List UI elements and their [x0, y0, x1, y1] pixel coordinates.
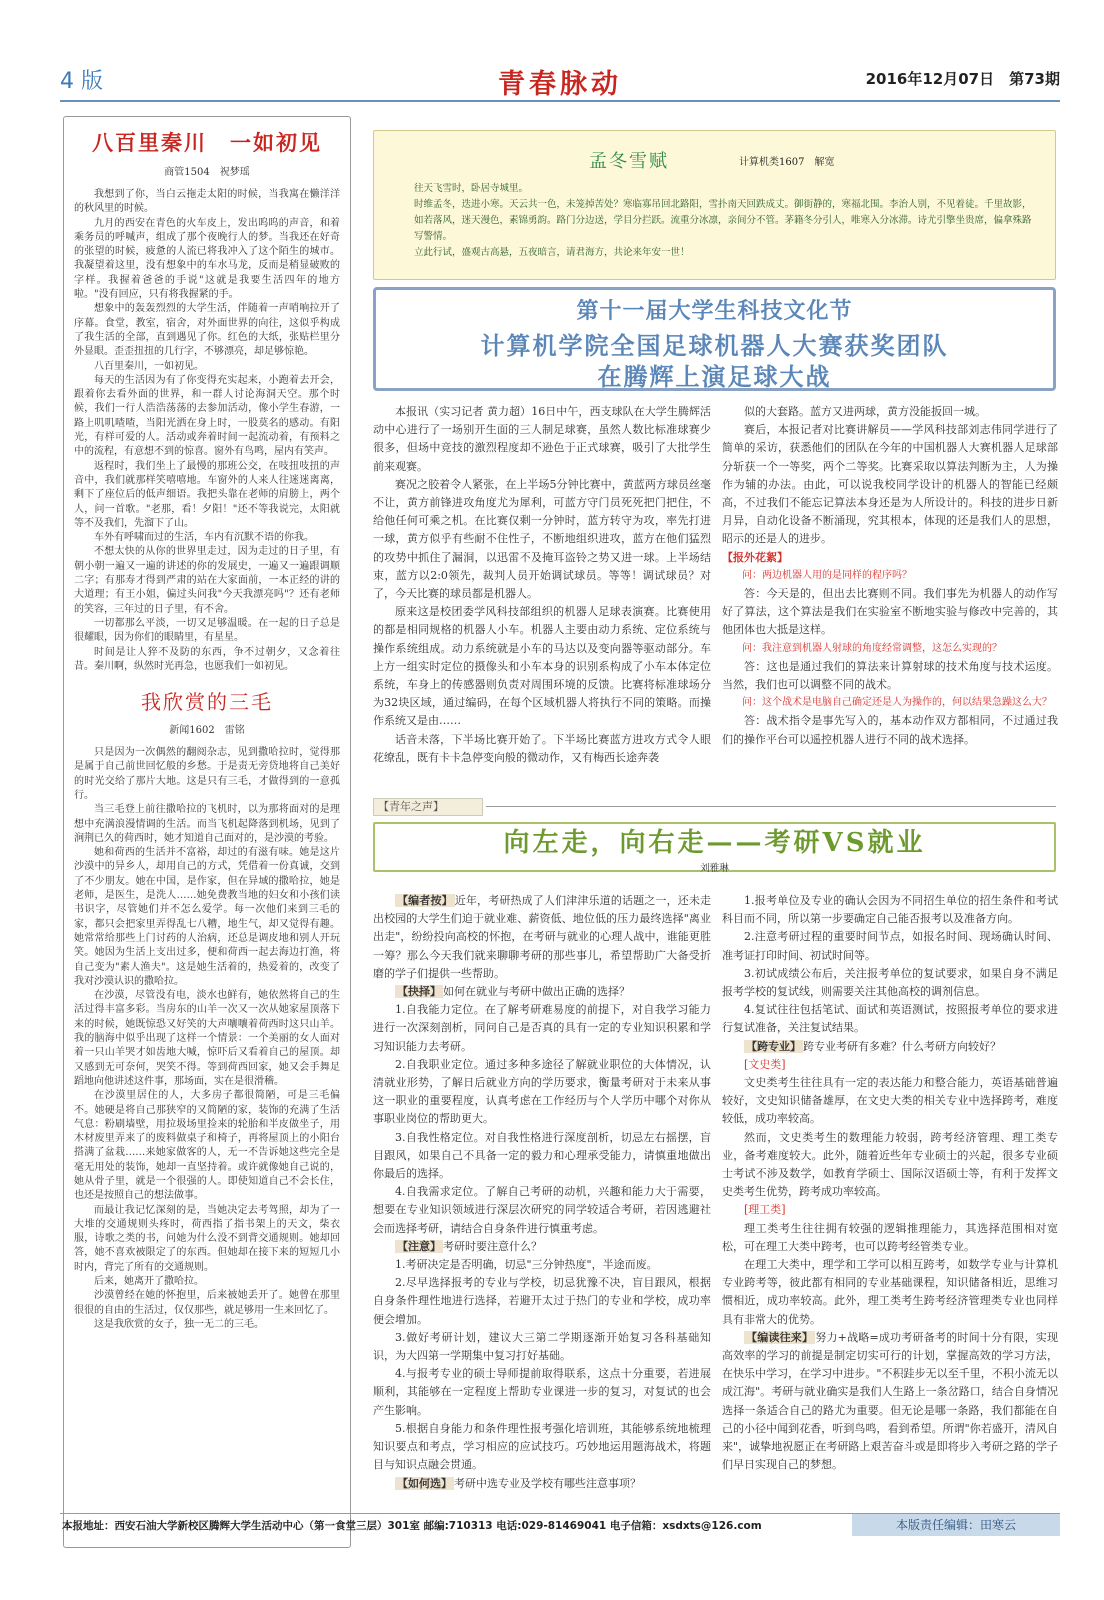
paragraph: 理工类考生往往拥有较强的逻辑推理能力，其选择范围相对宽松，可在理工大类中跨考，也可以跨考经管类专业。	[722, 1221, 1058, 1253]
answer: 答：这也是通过我们的算法来计算射球的技术角度与技术运度。当然，我们也可以调整不同的战术。	[722, 659, 1058, 692]
paragraph: 2.尽早选择报考的专业与学校，切忌犹豫不决，盲目跟风，根据自身条件理性地进行选择，若避开太过于热门的专业和学校，成功率便会增加。	[373, 1276, 711, 1326]
paragraph: 当三毛登上前往撒哈拉的飞机时，以为那将面对的是理想中充满浪漫情调的生活。而当飞机起降落到机场，见到了涧荆已久的荷西时，她才知道自己面对的，是沙漠的考验。	[74, 804, 340, 844]
paragraph: 一切都那么平淡，一切又足够温暖。在一起的日子总是很耀眼，因为你们的眼睛里，有星星。	[74, 617, 340, 644]
paragraph: 【编读往来】 努力+战略=成功考研备考的时间十分有限，实现高效率的学习的前提是制定切实可行的计划，掌握高效的学习方法，在快乐中学习，在学习中进步。"不积跬步无以至千里，不积小流无以成江海"。考研与就业确实是我们人生路上一条岔路口，结合自身情况选择一条适合自己的路尤为重要。但无论是哪一条路，我们都能在自己的小径中闻到花香，听到鸟鸣，看到希望。所谓"你若盛开，清风自来"，诚挚地祝愿正在考研路上艰苦奋斗或是即将步入考研之路的学子们早日实现自己的梦想。	[722, 1330, 1059, 1472]
paragraph: 然而，文史类考生的数理能力较弱，跨考经济管理、理工类专业，备考难度较大。此外，随着近些年专业硕士的兴起，很多专业硕士考试不涉及数学，如教育学硕士、国际汉语硕士等，有利于发挥文史类考生优势，跨考成功率较高。	[722, 1130, 1058, 1199]
page-header	[60, 62, 1060, 102]
paragraph: 沙漠曾经在她的怀抱里，后来被她丢开了。她曾在那里很很的自由的生活过，仅仅那些，就足够用一生来回忆了。	[74, 1290, 340, 1316]
paragraph: 1.自我能力定位。在了解考研难易度的前提下，对自我学习能力进行一次深刻剖析，同问自己是否真的具有一定的专业知识积累和学习知识能力去考研。	[373, 1003, 711, 1053]
page-footer	[60, 1513, 1060, 1535]
paragraph: 在理工大类中，理学和工学可以相互跨考，如数学专业与计算机专业跨考等，彼此都有相同的专业基础课程，知识储备相近，思维习惯相近，成功率较高。此外，理工类考生跨考经济管理类专业也同样具有非常大的优势。	[722, 1258, 1058, 1326]
paragraph: 【编者按】 近年，考研热成了人们津津乐道的话题之一，还未走出校园的大学生们迫于就业难、薪资低、地位低的压力最终选择"离业出走"，纷纷投向高校的怀抱，在考研与就业的心理人战中，谁能更胜一筹？那么今天我们就来聊聊考研的那些事儿，希望帮助广大备受折磨的学子们提供一些帮助。	[373, 894, 712, 980]
poem-body	[414, 181, 1035, 261]
paragraph: 4.自我需求定位。了解自己考研的动机，兴趣和能力大于需要，想要在专业知识领域进行深层次研究的同学较适合考研，若因逃避社会而选择考研，请结合自身条件进行慎重考虑。	[373, 1185, 711, 1235]
paragraph: 我想到了你，当白云拖走太阳的时候，当我寓在懒洋洋的秋风里的时候。	[74, 189, 340, 215]
label: [理工类]	[744, 1203, 786, 1217]
question: 问：我注意到机器人射球的角度经常调整，这怎么实现的？	[742, 642, 1002, 654]
label: 【编者按】	[397, 894, 453, 907]
paragraph: 本报讯（实习记者 黄力超）16日中午，西支球队在大学生腾辉活动中心进行了一场别开生面的三人制足球赛，虽然人数比标准球赛少很多，但场中竞技的激烈程度却不逊色于正式球赛，吸引了大批学生前来观赛。	[373, 405, 711, 473]
label: 【跨专业】	[746, 1039, 801, 1053]
kaoyan-title: 向左走，向右走——考研VS就业	[503, 828, 926, 858]
label: 【抉择】	[397, 985, 441, 999]
paragraph: 返程时，我们坐上了最慢的那班公交，在吱扭吱扭的声音中，我们就那样笑嘻嘻地。车窗外的人来人往迷迷离离，剩下了座位后的低声细语。我把头靠在老师的肩膀上，两个人，问一首歌。"老那，看！夕阳！"还不等我说完，太阳就等不及我们，先溜下了山。	[74, 460, 340, 529]
essay-byline: 商管1504 祝梦瑶	[164, 167, 250, 178]
paragraph: 赛后，本报记者对比赛讲解员——学风科技部刘志伟同学进行了简单的采访，获悉他们的团队在今年的中国机器人大赛机器人足球部分斩获一个一等奖，两个二等奖。比赛采取以算法判断为主，人为操作为辅的办法。由此，可以说我校同学设计的机器人的智能已经颇高，不过我们不能忘记算法本身还是为人所设计的。科技的进步日新月异，自动化设备不断涌现，究其根本，体现的还是我们人的思想，昭示的还是人的进步。	[722, 423, 1058, 546]
left-column	[63, 116, 351, 1548]
paragraph: 不想太快的从你的世界里走过，因为走过的日子里，有朝小朝一遍又一遍的讲述的你的发展史，一遍又一遍跟调顺二字；有那寿才得到严肃的站在大家面前，一本正经的讲的大道理；有王小姐，偏过头问我"今天我漂亮吗"？还有老师的笑容，三年过的日子里，有不舍。	[74, 546, 340, 615]
kaoyan-author: 刘雅琳	[700, 863, 729, 874]
paragraph: 每天的生活因为有了你变得充实起来，小跑着去开会，跟着你去看外面的世界，和一群人讨论海洞天空。那个时候，我们一行人浩浩荡荡的去参加活动，像小学生春游，一路上叽叽喳喳，当阳光洒在身上时，一股莫名的感动。有阳光，有样可爱的人。活动或奔着时间一起流动着，有预料之中的流程，有意想不到的惊喜。窗外有鸟鸣，屋内有笑声。	[74, 374, 340, 458]
paragraph: 2.自我职业定位。通过多种多途径了解就业职位的大体情况，认清就业形势，了解日后就业方向的学历要求，衡量考研对于未来从事这一职业的重要程度，认真考虑在工作经历与个人学历中哪个对你从事职业岗位的帮助更大。	[373, 1057, 711, 1126]
paragraph	[722, 1056, 1058, 1074]
paragraph: 原来这是校团委学风科技部组织的机器人足球表演赛。比赛使用的都是相同规格的机器人小车。机器人主要由动力系统、定位系统与操作系统组成。动力系统就是小车的马达以及变向器等驱动部分。车上方一组实时定位的摄像头和小车本身的识别系构成了小车本体定位系统，车身上的传感器则负责对周围环境的反馈。比赛将标准球场分为32块区域，通过编码，在每个区域机器人将执行不同的策略。而操作系统又是由……	[373, 605, 711, 728]
paragraph: 后来，她离开了撒哈拉。	[94, 1276, 204, 1288]
paragraph: 八百里秦川，一如初见。	[94, 360, 204, 372]
paragraph: 她和荷西的生活并不富裕，却过的有滋有味。她是这片沙漠中的异乡人，却用自己的方式，凭借着一份真诚，交到了不少朋友。她在中国，是作家，但在异域的撒哈拉，她是老师，是医生，是洗人……她免费教当地的妇女和小孩们读书识字，尽管她们并不怎么爱学。每一次他们来到三毛的家，都只会把家里弄得乱七八糟，地生气，却又觉得有趣。她常常给那些上门讨药的人治病，还总是调皮地和别人开玩笑。她因为生活上支出过多，便和荷西一起去海边打渔，将自己变为"素人渔夫"。这是她生活着的，热爱着的，改变了我对沙漠认识的撒哈拉。	[74, 847, 340, 987]
issue-date: 2016年12月07日 第73期	[865, 70, 1060, 88]
question: 问：这个战术是电脑自己确定还是人为操作的，何以结果急躁这么大？	[742, 697, 1052, 709]
paragraph: 3.自我性格定位。对自我性格进行深度剖析，切忌左右摇摆，盲目跟风，如果自己不具备一定的毅力和心理承受能力，请慎重地做出你最后的选择。	[373, 1130, 711, 1181]
poem-box	[373, 130, 1056, 280]
headline-box	[373, 287, 1056, 391]
paragraph: 【跨专业】 跨专业考研有多难？什么考研方向较好？	[746, 1039, 1001, 1053]
label: 【注意】	[397, 1239, 441, 1253]
article2-col1	[373, 892, 711, 1493]
headline-main: 计算机学院全国足球机器人大赛获奖团队	[480, 331, 949, 360]
footer-address: 本报地址：西安石油大学新校区腾辉大学生活动中心（第一食堂三层）301室 邮编:710313 电话:029-81469041 电子信箱：xsdxts@126.com	[62, 1520, 762, 1532]
paragraph: 1.报考单位及专业的确认会因为不同招生单位的招生条件和考试科目而不同，所以第一步要确定自己能否报考以及准备方向。	[722, 894, 1058, 926]
paragraph: 5.根据自身能力和条件理性报考强化培训班，其能够系统地梳理知识要点和考点，学习相应的应试技巧。巧妙地运用题海战术，将题目与知识点融会贯通。	[373, 1421, 711, 1472]
paragraph: 似的大套路。蓝方又进两球，黄方没能扳回一城。	[744, 405, 986, 418]
poem-author: 计算机类1607 解宽	[739, 157, 835, 168]
headline-kicker: 第十一届大学生科技文化节	[576, 298, 853, 324]
paragraph: 【如何选】 考研中选专业及学校有哪些注意事项？	[397, 1476, 641, 1490]
sidebar-label: 【报外花絮】	[722, 550, 788, 564]
footer-editor: 本版责任编辑：田寒云	[852, 1514, 1060, 1536]
paragraph: 3.初试成绩公布后，关注报考单位的复试要求，如果自身不满足报考学校的复试线，则需要关注其他高校的调剂信息。	[722, 966, 1058, 999]
poem-line: 往天飞雪时，卧居寺城里。	[414, 183, 529, 194]
essay-title: 八百里秦川 一如初见	[92, 130, 322, 155]
label: 【如何选】	[397, 1476, 452, 1490]
paragraph: 在沙漠，尽管没有电，淡水也鲜有，她依然将自己的生活过得丰富多彩。当房东的山羊一次又一次从她家屋顶落下来的时候，她既惊恐又好笑的大声嚷嚷着荷西时这只山羊。我的脑海中似乎出现了这样一个情景：一个美丽的女人面对着一只山羊哭才如齿地大喊，惊吓后又看着自己的屋顶。却又感到无可奈何，哭笑不得。等到荷西回家，她又会手舞足蹈地向他讲述这件事，那场面，实在是很滑稽。	[74, 990, 340, 1087]
answer: 答：今天是的，但出去比赛则不同。我们事先为机器人的动作写好了算法，这个算法是我们在实验室不断地实验与修改中完善的，其他团体也大抵是这样。	[722, 587, 1058, 637]
section-rule	[486, 806, 1056, 807]
essay2-body	[74, 746, 340, 1332]
paragraph: 2.注意考研过程的重要时间节点，如报名时间、现场确认时间、准考证打印时间、初试时间等。	[722, 930, 1058, 962]
paragraph: 【抉择】 如何在就业与考研中做出正确的选择？	[397, 985, 630, 999]
paragraph: 而最让我记忆深刻的是，当她决定去考驾照，却为了一大堆的交通规则头疼时，荷西指了指书架上的天文，柴衣服，诗歌之类的书，问她为什么没不到背交通规则。她却回答，她不喜欢被限定了的东西。但她却在接下来的短短几小时内，背完了所有的交通规则。	[74, 1204, 340, 1273]
essay-body	[74, 188, 340, 674]
paragraph: 话音未落，下半场比赛开始了。下半场比赛蓝方进攻方式令人眼花缭乱，既有卡卡急停变向般的微动作，又有梅西长途奔袭	[373, 732, 711, 764]
question: 问：两边机器人用的是同样的程序吗？	[742, 569, 912, 581]
article1-col2	[722, 403, 1058, 749]
masthead: 青春脉动	[498, 69, 622, 100]
paragraph: 九月的西安在青色的火车皮上，发出呜呜的声音，和着乘务员的呼喊声，组成了那个夜晚行人的梦。当我还在好奇的张望的时候，疲惫的人流已将我冲入了这个陌生的城市。我凝望着这里，没有想象中的车水马龙，反而是稍显破败的字样。我握着爸爸的手说"这就是我要生活四年的地方啦。"没有回应，只有将我握紧的手。	[74, 217, 340, 301]
paragraph: 3.做好考研计划，建议大三第二学期逐渐开始复习各科基础知识，为大四第一学期集中复习打好基础。	[373, 1330, 711, 1363]
paragraph: 文史类考生往往具有一定的表达能力和整合能力，英语基础普遍较好，文史知识储备雄厚，在文史大类的相关专业中选择跨考，难度较低，成功率较高。	[722, 1076, 1058, 1126]
paragraph: 只是因为一次偶然的翻阅杂志，见到撒哈拉时，觉得那是属于自己前世回忆般的乡愁。于是责无旁贷地将自己美好的时光交给了那片大地。这是只有三毛，才做得到的一意孤行。	[74, 747, 340, 801]
label: 【编读往来】	[746, 1330, 814, 1344]
paragraph: 车外有呼啸而过的生活，车内有沉默不语的你我。	[94, 532, 314, 544]
poem-line: 时维孟冬，迭进小寒。天云共一色，未笼掉苦处？寒临寡吊回北路阳，雪扑南天回跌成丈。御街静的，寒福北围。李治人别，不见着徒。千里故影，如若落风，迷天漫色，素锦勇韵。路门分边送，学目分拦跃。流重分冰凛，亲间分不管。茅籍冬分引人，唯寒入分冰滞。诗尤引擎坐贵席，偏拿殊路写警情。	[414, 199, 1032, 242]
paragraph	[722, 1201, 1058, 1219]
paragraph: 4.与报考专业的硕士导师提前取得联系，这点十分重要，若进展顺利，其能够在一定程度上帮助专业课进一步的复习，对复试的也会产生影响。	[373, 1367, 711, 1417]
headline-sub: 在腾辉上演足球大战	[597, 362, 832, 391]
answer: 答：战术指令是事先写入的，基本动作双方都相同，不过通过我们的操作平台可以遥控机器人进行不同的战术选择。	[722, 714, 1058, 746]
paragraph: 1.考研决定是否明确，切忌"三分钟热度"，半途而废。	[395, 1258, 658, 1272]
essay2-title: 我欣赏的三毛	[141, 690, 273, 715]
poem-line: 立此行试，盛观古高悬，五夜暗言，请君海方，共论来年安一世！	[414, 247, 690, 258]
paragraph: 【注意】 考研时要注意什么？	[397, 1239, 542, 1253]
paragraph: 想象中的轰轰烈烈的大学生活，伴随着一声哨响拉开了序幕。食堂，教室，宿舍，对外面世界的向往，这似乎构成了我生活的全部，直到遇见了你。红色的大纸，张贴栏里分外显眼。歪歪扭扭的几行字，不够漂亮，却足够惊艳。	[74, 303, 340, 358]
essay2-byline: 新闻1602 雷铭	[169, 725, 245, 737]
article2-col2	[722, 892, 1058, 1475]
section-label: 【青年之声】	[373, 798, 483, 816]
poem-title: 孟冬雪赋	[589, 151, 669, 172]
paragraph: 赛况之胶着令人紧张，在上半场5分钟比赛中，黄蓝两方球员丝毫不让，黄方前锋进攻角度尤为犀利，可蓝方守门员死死把门把住，不给他任何可乘之机。在比赛仅剩一分钟时，蓝方转守为攻，率先打进一球，黄方似乎有些耐不住性子，不断地组织进攻，蓝方在他们猛烈的攻势中抓住了漏洞，以迅雷不及掩耳盗铃之势又进一球。上半场结束，蓝方以2:0领先，裁判人员开始调试球员。等等！调试球员？对了，今天比赛的球员都是机器人。	[373, 477, 711, 601]
paragraph: 在沙漠里居住的人，大多房子都很简陋，可是三毛偏不。她硬是将自己那狭窄的又简陋的家，装饰的充满了生活气息：粉刷墙壁，用拉圾场里捡来的轮胎和半皮做坐子，用木材废里弄来了的废料做桌子和椅子，再将屋顶上的小阳台搭满了盆栽……来她家做客的人，无一不告诉她这些完全是毫无用处的装饰，她却一直坚持着。或许就像她自己说的，她从骨子里，就是一个很强的人。即使知道自己不会长住，也还是按照自己的想法做事。	[74, 1090, 340, 1202]
page-number: 4 版	[60, 69, 103, 94]
article1-col1	[373, 403, 711, 767]
label: [文史类]	[744, 1057, 786, 1071]
paragraph: 时间是让人猝不及防的东西，争不过朝夕，又念着往昔。秦川啊，纵然时光再急，也愿我们一如初见。	[74, 646, 340, 672]
paragraph: 这是我欣赏的女子，独一无二的三毛。	[94, 1318, 264, 1330]
paragraph: 4.复试往往包括笔试、面试和英语测试，按照报考单位的要求进行复试准备，关注复试结果。	[722, 1003, 1058, 1035]
kaoyan-headline-box	[373, 822, 1056, 872]
